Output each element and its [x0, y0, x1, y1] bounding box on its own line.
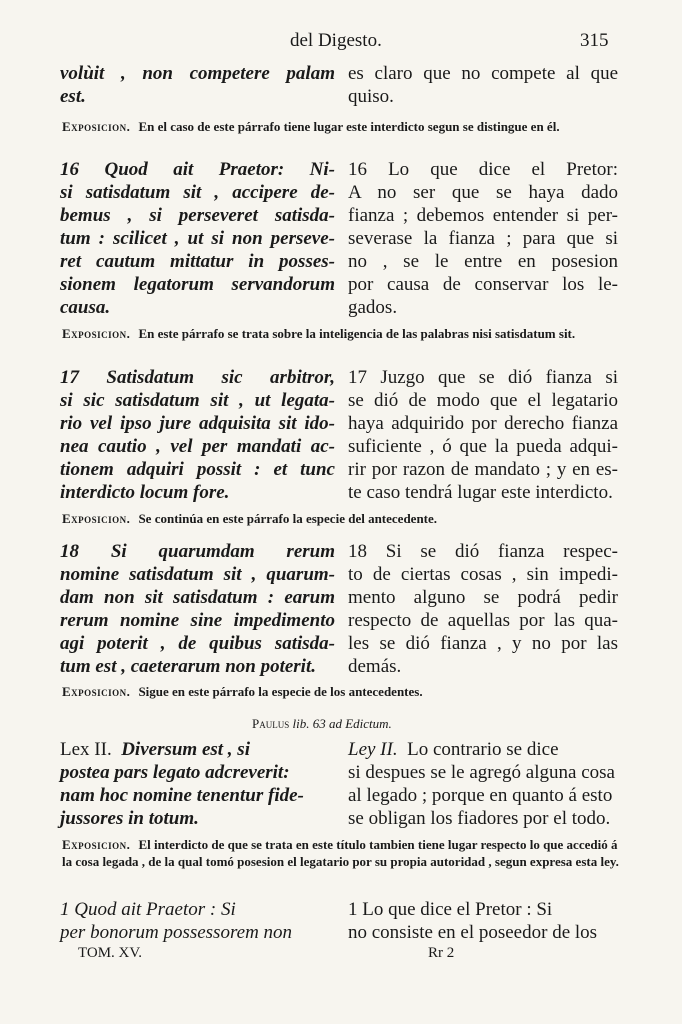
latin-line: postea pars legato adcreverit:: [60, 762, 290, 783]
latin-column: [60, 540, 335, 678]
spanish-line: 1 Lo que dice el Pretor : Si: [348, 899, 553, 920]
spanish-line: fianza ; debemos entender si per-: [348, 205, 618, 226]
spanish-column: [348, 898, 618, 944]
latin-line: dam non sit satisdatum : earum: [60, 587, 335, 608]
latin-line: si sic satisdatum sit , ut legata-: [60, 390, 335, 411]
latin-line: jussores in totum.: [60, 808, 199, 829]
spanish-line: gados.: [348, 297, 398, 318]
latin-column: [60, 738, 335, 830]
latin-line: 16 Quod ait Praetor: Ni-: [60, 159, 335, 180]
spanish-line: se dió de modo que el legatario: [348, 390, 618, 411]
spanish-line: demás.: [348, 656, 402, 677]
latin-line: 17 Satisdatum sic arbitror,: [60, 367, 335, 388]
latin-column: [60, 62, 335, 108]
latin-line: agi poterit , de quibus satisda-: [60, 633, 335, 654]
spanish-line: A no ser que se haya dado: [348, 182, 618, 203]
exposicion-text: En el caso de este párrafo tiene lugar este interdicto segun se distingue en él.: [138, 119, 560, 134]
latin-line: bemus , si perseveret satisda-: [60, 205, 335, 226]
spanish-line: 16 Lo que dice el Pretor:: [348, 159, 618, 180]
latin-column: [60, 158, 335, 319]
latin-line: ret cautum mittatur in posses-: [60, 251, 335, 272]
exposicion-text: Se continúa en este párrafo la especie del antecedente.: [138, 511, 438, 526]
volume-marker: TOM. XV.: [78, 945, 143, 961]
latin-line: interdicto locum fore.: [60, 482, 230, 503]
exposicion-note: [62, 510, 622, 527]
spanish-column: [348, 540, 618, 678]
latin-column: [60, 898, 335, 944]
spanish-line: 18 Si se dió fianza respec-: [348, 541, 618, 562]
source-citation: [252, 716, 392, 732]
lex-heading: Lex II.: [60, 739, 112, 760]
latin-line: tum est , caeterarum non poterit.: [60, 656, 316, 677]
source-reference: lib. 63 ad Edictum.: [292, 716, 392, 731]
latin-line: volùit , non competere palam: [60, 63, 335, 84]
latin-line: 1 Quod ait Praetor : Si: [60, 899, 236, 920]
latin-line: nam hoc nomine tenentur fide-: [60, 785, 304, 806]
spanish-line: haya adquirido por derecho fianza: [348, 413, 618, 434]
exposicion-text: Sigue en este párrafo la especie de los antecedentes.: [138, 684, 423, 699]
latin-line: causa.: [60, 297, 111, 318]
ley-heading: Ley II.: [348, 739, 398, 760]
header-title: del Digesto.: [290, 30, 382, 51]
source-author: Paulus: [252, 716, 290, 731]
latin-line-text: Diversum est , si: [121, 739, 250, 760]
spanish-line: respecto de aquellas por las qua-: [348, 610, 618, 631]
exposicion-text: El interdicto de que se trata en este título tambien tiene lugar respecto lo que accedió á la cosa legada , de la qual tomó posesion el legatario por su propia autoridad , segun expresa esta ley.: [62, 837, 619, 869]
spanish-line: to de ciertas cosas , sin impedi-: [348, 564, 618, 585]
spanish-column: [348, 366, 618, 504]
spanish-column: [348, 158, 618, 319]
exposicion-note: [62, 118, 622, 135]
spanish-line: es claro que no compete al que: [348, 63, 618, 84]
exposicion-note: [62, 683, 622, 700]
exposicion-label: Exposicion.: [62, 326, 131, 341]
spanish-line: les se dió fianza , y no por las: [348, 633, 618, 654]
exposicion-label: Exposicion.: [62, 837, 131, 852]
spanish-line: rir por razon de mandato ; y en es-: [348, 459, 618, 480]
spanish-line: no , se le entre en posesion: [348, 251, 618, 272]
latin-line: sionem legatorum servandorum: [60, 274, 335, 295]
spanish-line-text: Lo contrario se dice: [407, 739, 559, 760]
latin-line: nea cautio , vel per mandati ac-: [60, 436, 335, 457]
spanish-line: por causa de conservar los le-: [348, 274, 618, 295]
spanish-line: suficiente , ó que la pueda adqui-: [348, 436, 618, 457]
spanish-line: mento alguno se podrá pedir: [348, 587, 618, 608]
spanish-line: severase la fianza ; para que si: [348, 228, 618, 249]
exposicion-label: Exposicion.: [62, 119, 131, 134]
page-number: 315: [580, 30, 609, 51]
signature-mark: Rr 2: [428, 945, 455, 961]
latin-line: nomine satisdatum sit , quarum-: [60, 564, 335, 585]
latin-column: [60, 366, 335, 504]
latin-line: si satisdatum sit , accipere de-: [60, 182, 335, 203]
latin-line: rerum nomine sine impedimento: [60, 610, 335, 631]
spanish-line: no consiste en el poseedor de los: [348, 922, 598, 943]
latin-line: per bonorum possessorem non: [60, 922, 293, 943]
spanish-line: quiso.: [348, 86, 394, 107]
spanish-line: si despues se le agregó alguna cosa: [348, 762, 615, 783]
exposicion-note: [62, 836, 622, 870]
exposicion-label: Exposicion.: [62, 684, 131, 699]
latin-line: [60, 738, 335, 761]
spanish-line: al legado ; porque en quanto á esto: [348, 785, 613, 806]
latin-line: tionem adquiri possit : et tunc: [60, 459, 335, 480]
latin-line: rio vel ipso jure adquisita sit ido-: [60, 413, 335, 434]
running-header: [0, 30, 682, 56]
exposicion-note: [62, 325, 622, 342]
spanish-line: te caso tendrá lugar este interdicto.: [348, 482, 613, 503]
spanish-line: [348, 738, 618, 761]
spanish-column: [348, 738, 618, 830]
exposicion-label: Exposicion.: [62, 511, 131, 526]
spanish-line: 17 Juzgo que se dió fianza si: [348, 367, 618, 388]
latin-line: tum : scilicet , ut si non perseve-: [60, 228, 335, 249]
latin-line: 18 Si quarumdam rerum: [60, 541, 335, 562]
spanish-line: se obligan los fiadores por el todo.: [348, 808, 611, 829]
exposicion-text: En este párrafo se trata sobre la inteligencia de las palabras nisi satisdatum sit.: [138, 326, 576, 341]
latin-line: est.: [60, 86, 86, 107]
spanish-column: [348, 62, 618, 108]
